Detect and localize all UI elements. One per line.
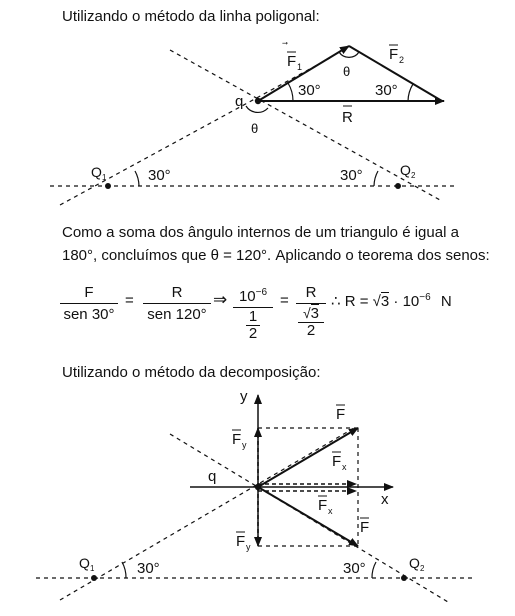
label-q: q	[235, 93, 244, 110]
equals-2: =	[280, 292, 289, 309]
label-fy-top-sub: y	[242, 440, 247, 450]
label-y-axis: y	[240, 388, 248, 405]
label-fy-bottom-sub: y	[246, 542, 251, 552]
label-f-top: F	[336, 406, 346, 423]
equals-1: =	[125, 292, 134, 309]
label-q2: Q	[400, 162, 411, 178]
result-expression: ∴ $R = √3 \cdot 10^{-6}$ N	[331, 292, 452, 310]
angle-arc-q1	[135, 171, 139, 186]
charge-q1	[105, 183, 111, 189]
label-q-2: q	[208, 468, 217, 485]
fraction-r-sen120: R sen 120°	[143, 283, 211, 324]
decomposition-method-diagram	[36, 395, 472, 602]
angle-arc-q2-2	[372, 562, 376, 578]
fraction-power-over-half: $10^{-6}$ $\frac{1}{2}$	[233, 283, 273, 342]
implies-arrow: ⇒	[213, 290, 228, 309]
paragraph-line-2: 180°, concluímos que θ = 120°. Aplicando o teorema dos senos:	[62, 247, 490, 264]
angle-arc-top	[339, 52, 359, 57]
label-q1: Q	[91, 164, 102, 180]
charge-q-2	[255, 484, 261, 490]
vector-bar-f1	[282, 42, 288, 45]
label-angle-right: 30°	[375, 82, 398, 99]
label-q1-sub: 1	[102, 173, 107, 182]
angle-arc-q1-2	[122, 562, 126, 578]
paragraph-line-1: Como a soma dos ângulo internos de um triangulo é igual a	[62, 224, 459, 241]
label-fy-top: F	[232, 431, 242, 448]
section2-title: Utilizando o método da decomposição:	[62, 364, 321, 381]
label-r: R	[342, 109, 353, 126]
section1-title: Utilizando o método da linha poligonal:	[62, 8, 320, 25]
label-x-axis: x	[381, 491, 389, 508]
vector-f-bottom	[258, 487, 358, 546]
vector-f-top	[258, 428, 358, 487]
label-q2-2-sub: 2	[420, 564, 425, 573]
label-q1-2: Q	[79, 555, 90, 571]
label-fx-top-sub: x	[342, 462, 347, 472]
label-theta-top: θ	[343, 64, 351, 79]
label-fy-bottom: F	[236, 533, 246, 550]
label-fx-bottom-sub: x	[328, 506, 333, 516]
charge-q2	[395, 183, 401, 189]
field-line-q2-q-2	[60, 428, 354, 600]
charge-q	[255, 98, 261, 104]
paragraph	[62, 221, 515, 267]
label-angle-left: 30°	[298, 82, 321, 99]
label-f-bottom: F	[360, 519, 370, 536]
field-line-q2-q	[60, 58, 330, 205]
angle-arc-q2	[374, 171, 378, 186]
label-f1: F	[287, 53, 297, 70]
angle-arc-right	[408, 84, 413, 101]
charge-q2-2	[401, 575, 407, 581]
fraction-r-over-sqrt3-2: R $\frac{√3}{2}$	[296, 283, 326, 339]
label-fx-top: F	[332, 453, 342, 470]
label-q2-sub: 2	[411, 171, 416, 180]
label-q2-angle: 30°	[340, 167, 363, 184]
angle-arc-bottom	[246, 106, 268, 112]
label-q1-2-sub: 1	[90, 564, 95, 573]
label-fx-bottom: F	[318, 497, 328, 514]
label-f2: F	[389, 46, 399, 63]
label-q2-angle-2: 30°	[343, 560, 366, 577]
charge-q1-2	[91, 575, 97, 581]
label-f2-sub: 2	[399, 55, 405, 65]
label-f1-sub: 1	[297, 62, 303, 72]
label-q2-2: Q	[409, 555, 420, 571]
label-theta-bottom: θ	[251, 121, 259, 136]
angle-arc-left	[288, 83, 293, 101]
label-q1-angle: 30°	[148, 167, 171, 184]
label-q1-angle-2: 30°	[137, 560, 160, 577]
fraction-f-sen30: F sen 30°	[60, 283, 118, 324]
